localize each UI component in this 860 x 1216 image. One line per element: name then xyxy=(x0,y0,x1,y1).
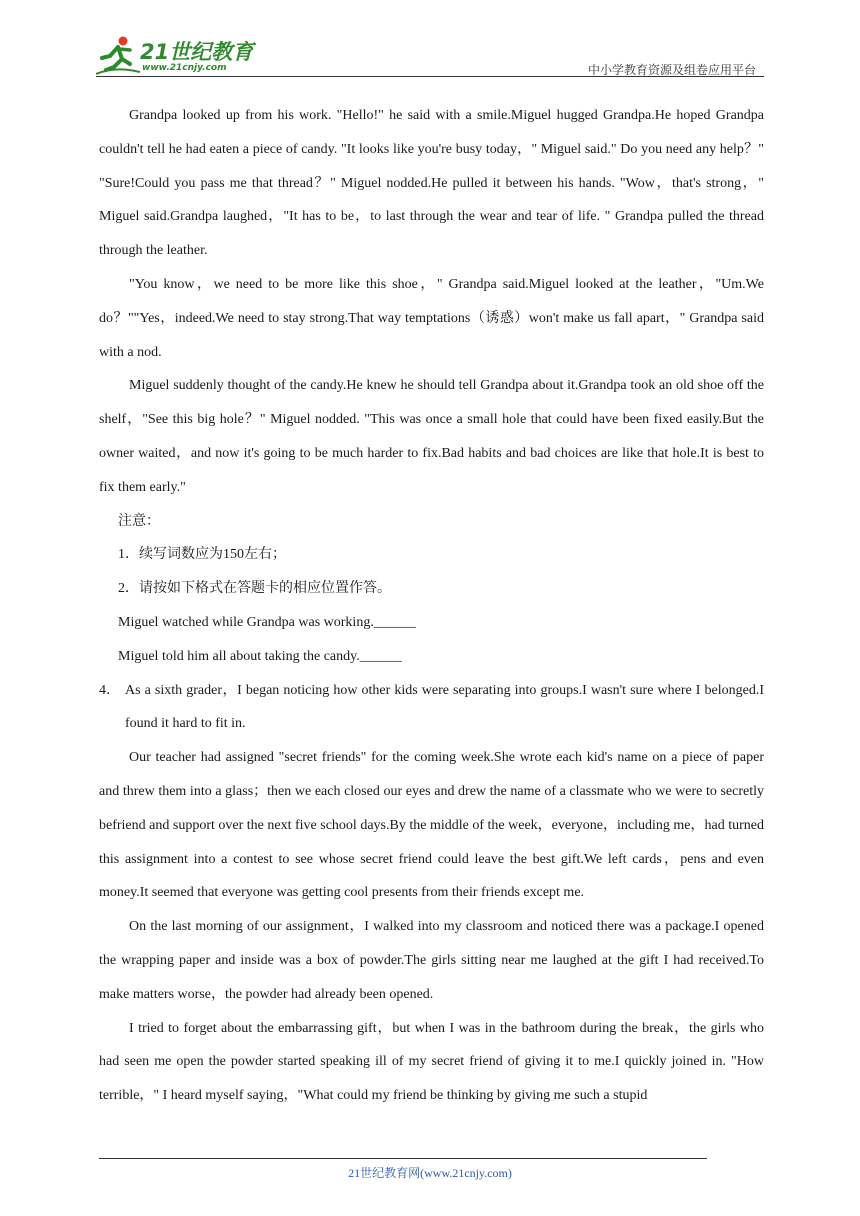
paragraph: "You know，we need to be more like this shoe，" Grandpa said.Miguel looked at the leather，"Um.We do？""Yes，indeed.We need to stay strong.That way temptations（诱惑）won't make us fall apart，" Grandpa said with a nod. xyxy=(99,276,764,360)
footer-text: 21世纪教育网(www.21cnjy.com) xyxy=(348,1166,512,1180)
footer-divider xyxy=(99,1158,707,1159)
note-label: 注意： xyxy=(118,513,160,529)
paragraph: I tried to forget about the embarrassing gift，but when I was in the bathroom during the break，the girls who had seen me open the powder started speaking ill of my secret friend of giving it to me.I quickly joined in. "How terrible，" I heard myself saying，"What could my friend be thinking by giving me such a stupid xyxy=(99,1020,764,1104)
note-item: 2．请按如下格式在答题卡的相应位置作答。 xyxy=(118,581,391,597)
paragraph: Grandpa looked up from his work. "Hello!" he said with a smile.Miguel hugged Grandpa.He hoped Grandpa couldn't tell he had eaten a piece of candy. "It looks like you're busy today，" Miguel said." Do you need any help？" "Sure!Could you pass me that thread？" Miguel nodded.He pulled it between his hands. "Wow，that's strong，" Miguel said.Grandpa laughed，"It has to be，to last through the wear and tear of life. " Grandpa pulled the thread through the leather. xyxy=(99,108,764,259)
paragraph: On the last morning of our assignment，I walked into my classroom and noticed there was a package.I opened the wrapping paper and inside was a box of powder.The girls sitting near me laughed at the gift I had received.To make matters worse，the powder had already been opened. xyxy=(99,919,764,1002)
writing-prompt: Miguel watched while Grandpa was working.______ xyxy=(118,614,416,630)
logo-url: www.21cnjy.com xyxy=(142,63,227,73)
header-divider xyxy=(96,76,764,77)
question-number: 4． xyxy=(99,682,120,698)
question-4 xyxy=(99,674,764,742)
logo-text: 21世纪教育 xyxy=(140,40,254,64)
note-item: 1．续写词数应为150左右； xyxy=(118,547,286,563)
logo xyxy=(96,34,261,76)
page-header xyxy=(96,30,764,78)
writing-prompt: Miguel told him all about taking the candy.______ xyxy=(118,648,402,664)
header-platform-text: 中小学教育资源及组卷应用平台 xyxy=(587,63,756,77)
document-body xyxy=(99,99,764,1113)
question-intro: As a sixth grader，I began noticing how other kids were separating into groups.I wasn't sure where I belonged.I found it hard to fit in. xyxy=(125,682,764,732)
paragraph: Miguel suddenly thought of the candy.He knew he should tell Grandpa about it.Grandpa took an old shoe off the shelf，"See this big hole？" Miguel nodded. "This was once a small hole that could have been fixed easily.But the owner waited，and now it's going to be much harder to fix.Bad habits and bad choices are like that hole.It is best to fix them early." xyxy=(99,378,764,495)
paragraph: Our teacher had assigned "secret friends" for the coming week.She wrote each kid's name on a piece of paper and threw them into a glass；then we each closed our eyes and drew the name of a classmate who we were to secretly befriend and support over the next five school days.By the middle of the week，everyone，including me，had turned this assignment into a contest to see whose secret friend could leave the best gift.We left cards，pens and even money.It seemed that everyone was getting cool presents from their friends except me. xyxy=(99,750,764,901)
runner-logo-icon xyxy=(96,34,140,76)
